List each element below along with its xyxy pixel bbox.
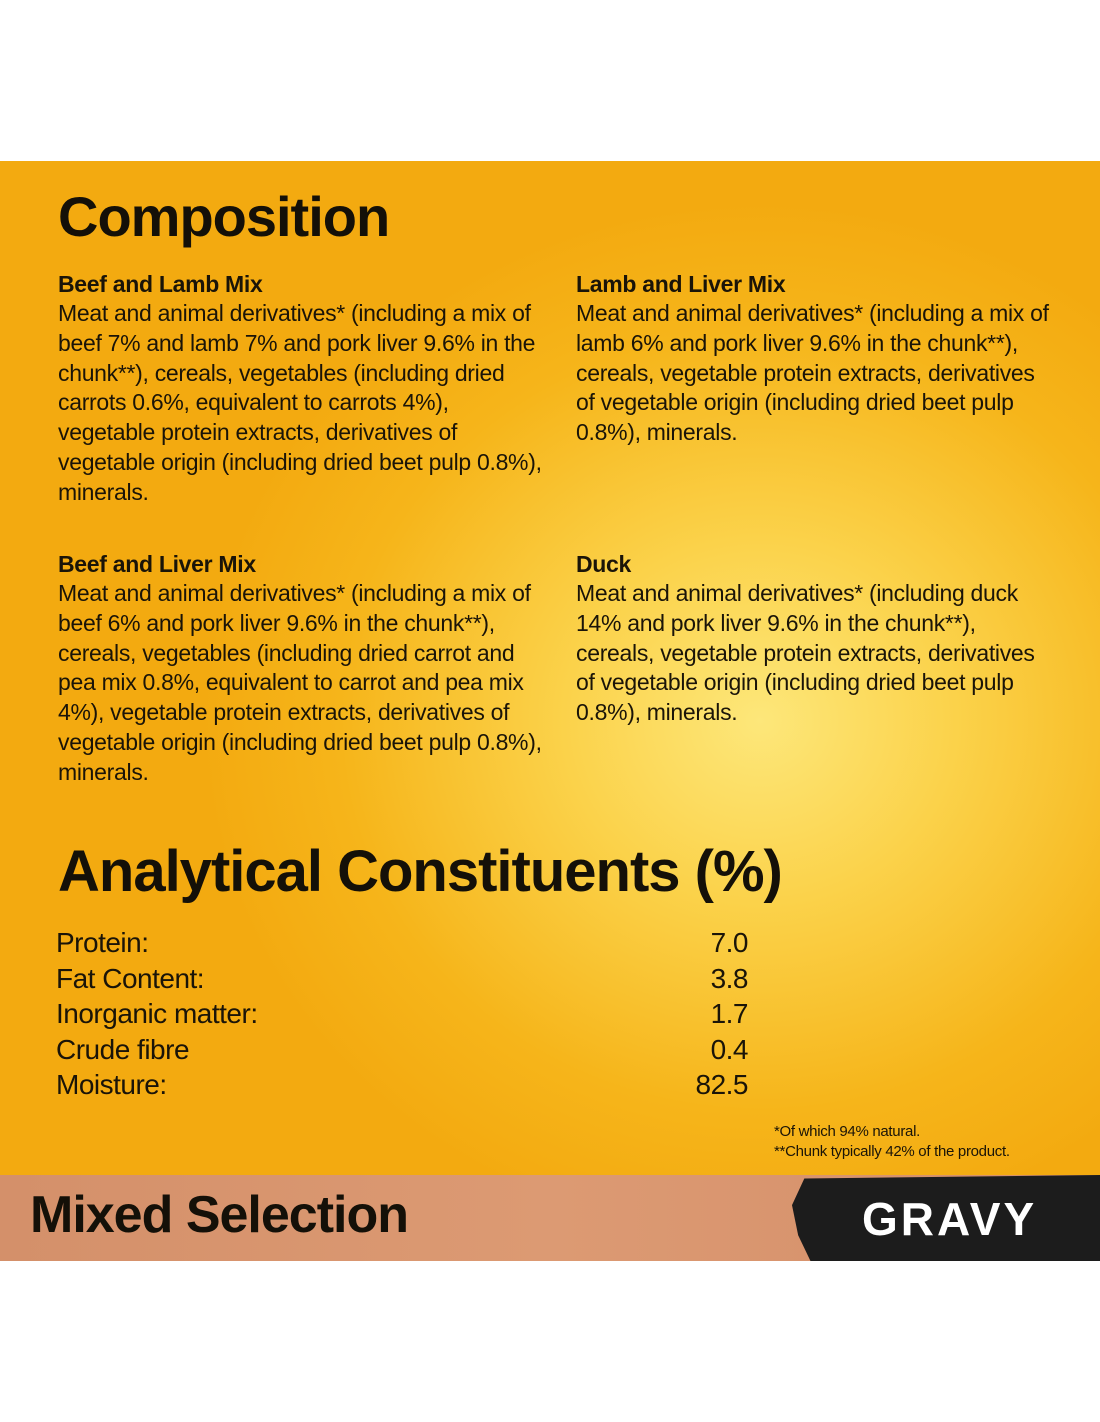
composition-item-name: Duck: [576, 551, 632, 577]
analytical-label: Moisture:: [56, 1069, 167, 1101]
analytical-row: [56, 1032, 748, 1068]
composition-item-text: Meat and animal derivatives* (including a mix of lamb 6% and pork liver 9.6% in the chunk**), cereals, vegetable protein extracts, derivatives of vegetable origin (including dried beet pulp 0.8%), minerals.: [576, 300, 1049, 446]
analytical-value: 7.0: [710, 927, 748, 958]
footnote: **Chunk typically 42% of the product.: [774, 1143, 1010, 1160]
composition-item: [58, 549, 548, 788]
composition-title: Composition: [58, 185, 390, 248]
product-variant-title: Mixed Selection: [30, 1186, 408, 1244]
composition-item: [576, 549, 1056, 728]
analytical-label: Fat Content:: [56, 962, 205, 994]
analytical-table: [56, 925, 748, 1103]
analytical-label: Crude fibre: [56, 1033, 190, 1065]
analytical-label: Protein:: [56, 927, 149, 958]
composition-item-text: Meat and animal derivatives* (including duck 14% and pork liver 9.6% in the chunk**), cereals, vegetable protein extracts, derivatives of vegetable origin (including dried beet pulp 0.8%), minerals.: [576, 580, 1035, 726]
analytical-row: [56, 925, 748, 961]
analytical-label: Inorganic matter:: [56, 998, 258, 1030]
composition-item-text: Meat and animal derivatives* (including a mix of beef 6% and pork liver 9.6% in the chunk**), cereals, vegetables (including dried carrot and pea mix 0.8%, equivalent to carrot and pea mix 4%), vegetable protein extracts, derivatives of vegetable origin (including dried beet pulp 0.8%), minerals.: [58, 580, 542, 785]
composition-item: [58, 269, 548, 508]
footnotes: [774, 1122, 1010, 1162]
gravy-badge-label: GRAVY: [862, 1193, 1038, 1245]
composition-item-name: Beef and Lamb Mix: [58, 271, 263, 297]
analytical-row: [56, 1067, 748, 1103]
footnote: *Of which 94% natural.: [774, 1123, 920, 1140]
analytical-value: 82.5: [695, 1069, 748, 1101]
analytical-value: 0.4: [710, 1033, 748, 1065]
analytical-row: [56, 961, 748, 997]
composition-item-name: Lamb and Liver Mix: [576, 271, 786, 297]
analytical-value: 3.8: [710, 962, 748, 994]
analytical-row: [56, 996, 748, 1032]
analytical-title: Analytical Constituents (%): [58, 839, 782, 904]
analytical-value: 1.7: [710, 998, 748, 1030]
composition-item-text: Meat and animal derivatives* (including a mix of beef 7% and lamb 7% and pork liver 9.6% in the chunk**), cereals, vegetables (including dried carrots 0.6%, equivalent to carrots 4%), vegetable protein extracts, derivatives of vegetable origin (including dried beet pulp 0.8%), minerals.: [58, 300, 542, 505]
composition-item: [576, 269, 1056, 448]
composition-item-name: Beef and Liver Mix: [58, 551, 256, 577]
